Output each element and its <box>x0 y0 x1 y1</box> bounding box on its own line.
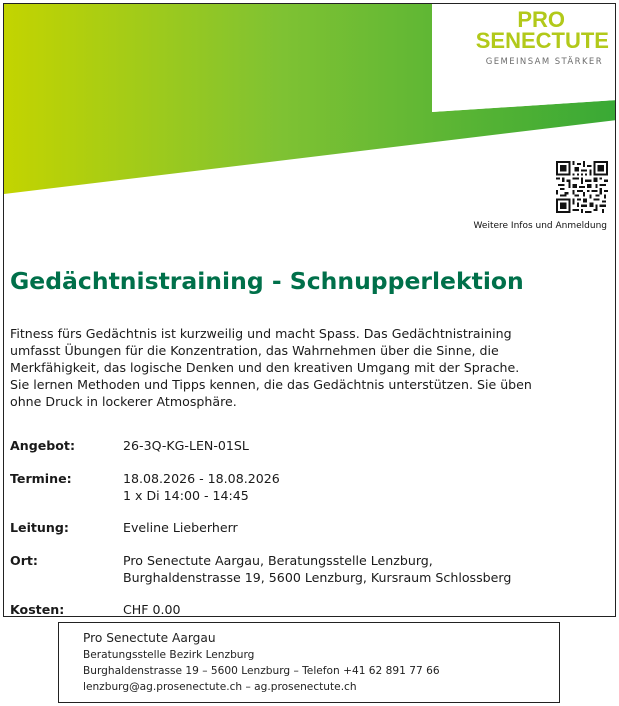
schedule: 1 x Di 14:00 - 14:45 <box>123 488 249 503</box>
logo-tagline: GEMEINSAM STÄRKER <box>485 57 603 67</box>
location-line: Pro Senectute Aargau, Beratungsstelle Lenzburg, <box>123 553 433 568</box>
offer-code: 26-3Q-KG-LEN-01SL <box>123 438 249 453</box>
instructor-name: Eveline Lieberherr <box>123 520 238 535</box>
date-range: 18.08.2026 - 18.08.2026 <box>123 471 280 486</box>
description-line: Sie lernen Methoden und Tipps kennen, die das Gedächtnis unterstützen. Sie üben <box>10 377 532 392</box>
footer-address: Burghaldenstrasse 19 – 5600 Lenzburg – Telefon +41 62 891 77 66 <box>83 665 440 677</box>
dates-value <box>123 470 613 504</box>
course-title: Gedächtnistraining - Schnupperlektion <box>10 267 524 295</box>
detail-label: Ort: <box>10 553 38 568</box>
detail-label: Kosten: <box>10 602 65 617</box>
location-line: Burghaldenstrasse 19, 5600 Lenzburg, Kursraum Schlossberg <box>123 570 512 585</box>
detail-label: Leitung: <box>10 520 69 535</box>
description-line: Fitness fürs Gedächtnis ist kurzweilig und macht Spass. Das Gedächtnistraining <box>10 326 512 341</box>
qr-caption: Weitere Infos und Anmeldung <box>473 221 607 231</box>
pro-senectute-logo <box>432 4 616 112</box>
description-line: ohne Druck in lockerer Atmosphäre. <box>10 394 237 409</box>
course-description <box>10 325 610 410</box>
detail-label: Angebot: <box>10 438 75 453</box>
course-flyer <box>3 3 616 617</box>
qr-code-icon[interactable] <box>556 161 608 213</box>
location-value <box>123 552 613 586</box>
description-line: Merkfähigkeit, das logische Denken und den kreativen Umgang mit der Sprache. <box>10 360 520 375</box>
logo-line-senectute: SENECTUTE <box>475 28 609 53</box>
contact-footer <box>58 622 560 703</box>
description-line: umfasst Übungen für die Konzentration, das Wahrnehmen über die Sinne, die <box>10 343 499 358</box>
detail-label: Termine: <box>10 471 72 486</box>
footer-office: Beratungsstelle Bezirk Lenzburg <box>83 649 255 661</box>
footer-contact-links[interactable]: lenzburg@ag.prosenectute.ch – ag.prosenectute.ch <box>83 681 357 693</box>
cost-value: CHF 0.00 <box>123 602 181 617</box>
footer-org: Pro Senectute Aargau <box>83 631 216 645</box>
logo-line-pro: PRO <box>517 7 565 32</box>
